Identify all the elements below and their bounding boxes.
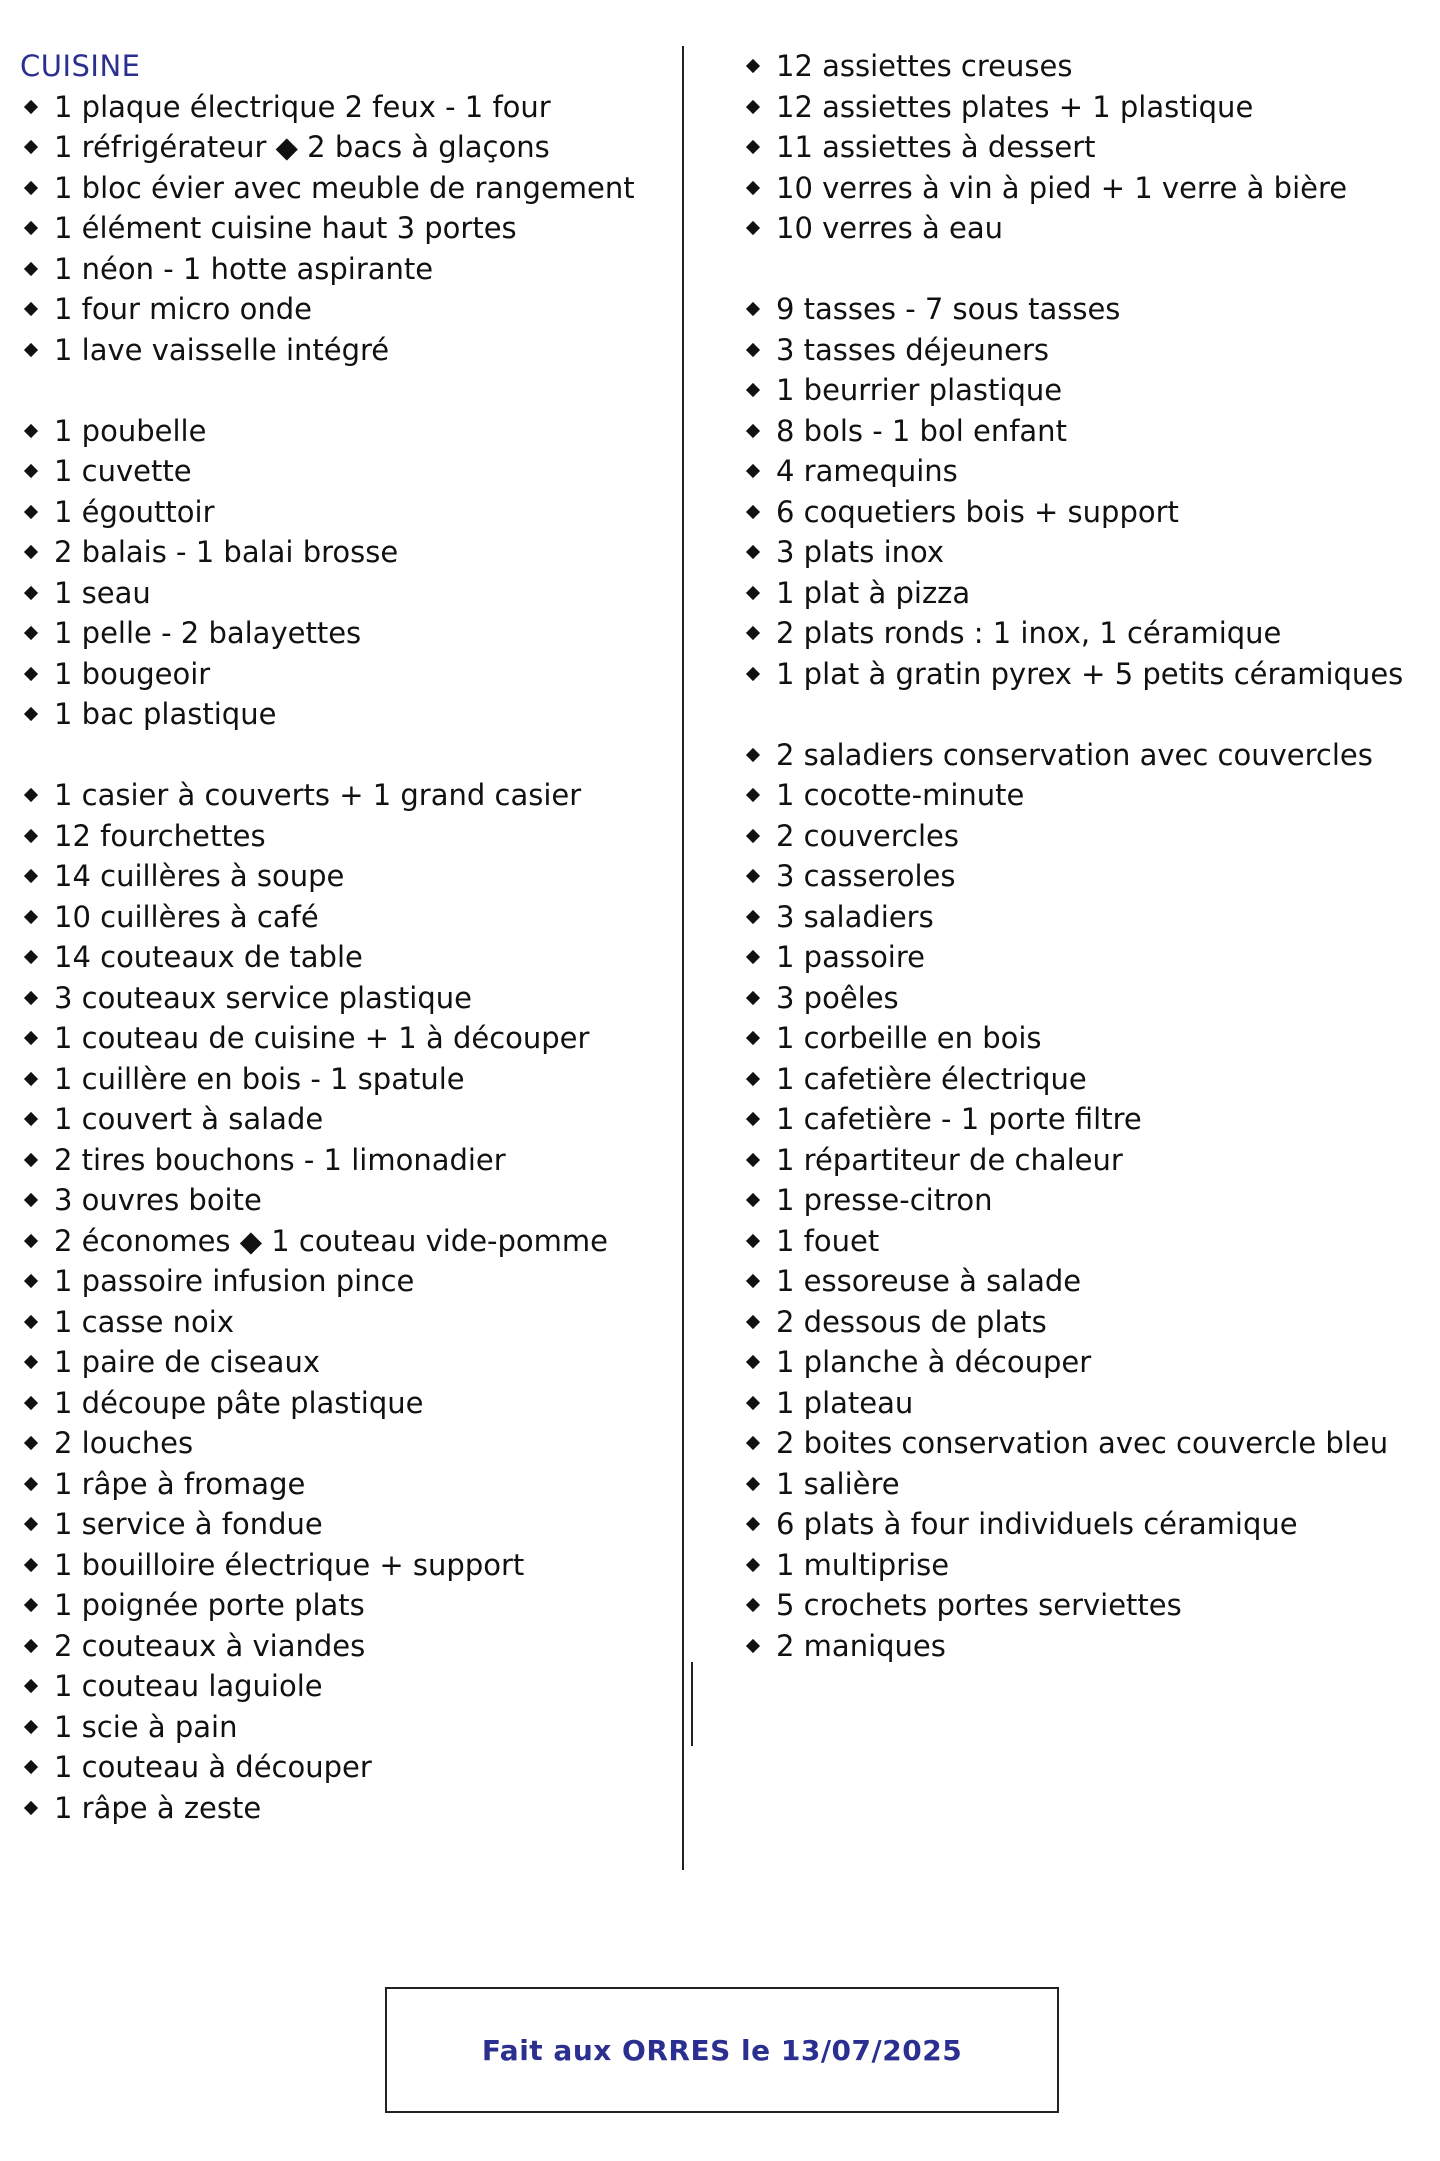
- diamond-bullet-icon: [746, 1153, 760, 1167]
- list-item: [742, 735, 1422, 776]
- diamond-bullet-icon: [746, 343, 760, 357]
- list-item-text: 1 pelle - 2 balayettes: [54, 616, 362, 650]
- list-item: [742, 1504, 1422, 1545]
- diamond-bullet-icon: [746, 545, 760, 559]
- list-item-text: 4 ramequins: [776, 454, 958, 488]
- spacer: [20, 735, 670, 776]
- right-item-list: [742, 46, 1422, 1666]
- list-item-text: 2 économes ◆ 1 couteau vide-pomme: [54, 1223, 609, 1258]
- list-item-text: 12 fourchettes: [54, 818, 266, 853]
- list-item-text: 12 assiettes creuses: [776, 49, 1073, 83]
- list-item: [742, 87, 1422, 128]
- diamond-bullet-icon: [24, 1760, 38, 1774]
- list-item-text: 1 corbeille en bois: [776, 1021, 1042, 1055]
- list-item: [20, 694, 670, 735]
- diamond-bullet-icon: [746, 910, 760, 924]
- list-item-text: 1 planche à découper: [776, 1345, 1092, 1379]
- list-item: [742, 978, 1422, 1019]
- list-item: [20, 1140, 670, 1181]
- list-item-text: 14 cuillères à soupe: [54, 859, 345, 893]
- list-item-text: 1 multiprise: [776, 1547, 950, 1582]
- list-item: [742, 1261, 1422, 1302]
- list-item-text: 1 passoire: [776, 940, 925, 974]
- list-item: [20, 168, 670, 209]
- list-item: [742, 1140, 1422, 1181]
- diamond-bullet-icon: [746, 991, 760, 1005]
- list-item-text: 1 râpe à fromage: [54, 1466, 306, 1501]
- list-item: [742, 492, 1422, 533]
- diamond-bullet-icon: [24, 950, 38, 964]
- list-item: [742, 411, 1422, 452]
- list-item-text: 14 couteaux de table: [54, 940, 363, 974]
- list-item: [20, 1018, 670, 1059]
- diamond-bullet-icon: [24, 1396, 38, 1410]
- list-item: [742, 1423, 1422, 1464]
- diamond-bullet-icon: [24, 1274, 38, 1288]
- list-item-text: 1 répartiteur de chaleur: [776, 1142, 1123, 1177]
- list-item: [20, 492, 670, 533]
- list-item: [20, 937, 670, 978]
- diamond-bullet-icon: [24, 464, 38, 478]
- diamond-bullet-icon: [746, 667, 760, 681]
- diamond-bullet-icon: [746, 302, 760, 316]
- diamond-bullet-icon: [746, 1517, 760, 1531]
- list-item-text: 1 poignée porte plats: [54, 1588, 365, 1622]
- list-item-text: 6 plats à four individuels céramique: [776, 1507, 1298, 1541]
- right-column: [742, 46, 1422, 1666]
- diamond-bullet-icon: [24, 262, 38, 276]
- diamond-bullet-icon: [24, 302, 38, 316]
- diamond-bullet-icon: [24, 1801, 38, 1815]
- list-item-text: 3 couteaux service plastique: [54, 980, 472, 1015]
- list-item-text: 10 verres à vin à pied + 1 verre à bière: [776, 170, 1348, 205]
- list-item-text: 1 service à fondue: [54, 1507, 323, 1541]
- diamond-bullet-icon: [746, 505, 760, 519]
- list-item-text: 2 tires bouchons - 1 limonadier: [54, 1142, 506, 1177]
- list-item: [20, 1464, 670, 1505]
- diamond-bullet-icon: [24, 788, 38, 802]
- diamond-bullet-icon: [24, 1639, 38, 1653]
- list-item-text: 1 couteau à découper: [54, 1750, 372, 1784]
- list-item: [20, 1423, 670, 1464]
- list-item-text: 10 verres à eau: [776, 211, 1003, 245]
- diamond-bullet-icon: [746, 829, 760, 843]
- list-item-text: 1 plat à pizza: [776, 575, 971, 610]
- list-item-text: 1 plaque électrique 2 feux - 1 four: [54, 89, 551, 124]
- diamond-bullet-icon: [746, 1355, 760, 1369]
- list-item: [20, 775, 670, 816]
- diamond-bullet-icon: [24, 1193, 38, 1207]
- diamond-bullet-icon: [746, 383, 760, 397]
- diamond-bullet-icon: [24, 1072, 38, 1086]
- diamond-bullet-icon: [24, 707, 38, 721]
- diamond-bullet-icon: [24, 1031, 38, 1045]
- diamond-bullet-icon: [24, 1477, 38, 1491]
- list-item: [20, 1626, 670, 1667]
- list-item-text: 2 saladiers conservation avec couvercles: [776, 737, 1373, 772]
- list-item: [742, 654, 1422, 695]
- list-item-text: 2 balais - 1 balai brosse: [54, 535, 399, 569]
- list-item: [20, 87, 670, 128]
- list-item-text: 1 découpe pâte plastique: [54, 1385, 424, 1420]
- diamond-bullet-icon: [746, 1477, 760, 1491]
- list-item-text: 1 cafetière électrique: [776, 1061, 1087, 1096]
- list-item-text: 1 cocotte-minute: [776, 778, 1025, 812]
- list-item-text: 5 crochets portes serviettes: [776, 1588, 1182, 1622]
- diamond-bullet-icon: [746, 1072, 760, 1086]
- list-item: [20, 1261, 670, 1302]
- diamond-bullet-icon: [746, 1598, 760, 1612]
- list-item-text: 2 louches: [54, 1426, 194, 1460]
- diamond-bullet-icon: [746, 1315, 760, 1329]
- diamond-bullet-icon: [24, 1720, 38, 1734]
- list-item: [742, 816, 1422, 857]
- diamond-bullet-icon: [746, 788, 760, 802]
- list-item-text: 2 maniques: [776, 1628, 946, 1663]
- list-item-text: 1 plat à gratin pyrex + 5 petits céramiques: [776, 656, 1404, 691]
- list-item: [20, 127, 670, 168]
- list-item-text: 2 couteaux à viandes: [54, 1628, 366, 1663]
- diamond-bullet-icon: [24, 1558, 38, 1572]
- list-item-text: 1 couteau laguiole: [54, 1669, 323, 1703]
- diamond-bullet-icon: [746, 1234, 760, 1248]
- diamond-bullet-icon: [746, 1112, 760, 1126]
- column-divider: [682, 46, 684, 1870]
- list-item: [742, 1383, 1422, 1424]
- list-item: [20, 1666, 670, 1707]
- list-item: [20, 411, 670, 452]
- list-item: [742, 1585, 1422, 1626]
- list-item-text: 1 four micro onde: [54, 292, 313, 326]
- list-item: [742, 208, 1422, 249]
- diamond-bullet-icon: [24, 545, 38, 559]
- list-item: [20, 1585, 670, 1626]
- column-divider-short: [691, 1662, 693, 1746]
- diamond-bullet-icon: [746, 1639, 760, 1653]
- list-item: [20, 1302, 670, 1343]
- list-item: [20, 1788, 670, 1829]
- diamond-bullet-icon: [746, 748, 760, 762]
- diamond-bullet-icon: [746, 464, 760, 478]
- list-item-text: 1 râpe à zeste: [54, 1790, 262, 1825]
- diamond-bullet-icon: [746, 100, 760, 114]
- list-item: [20, 1383, 670, 1424]
- list-item: [20, 532, 670, 573]
- list-item-text: 12 assiettes plates + 1 plastique: [776, 89, 1254, 124]
- diamond-bullet-icon: [746, 1031, 760, 1045]
- list-item-text: 3 casseroles: [776, 859, 956, 893]
- diamond-bullet-icon: [746, 1396, 760, 1410]
- list-item-text: 1 cuillère en bois - 1 spatule: [54, 1061, 465, 1096]
- left-item-list: [20, 87, 670, 1829]
- list-item: [20, 613, 670, 654]
- list-item-text: 1 beurrier plastique: [776, 373, 1063, 407]
- list-item-text: 1 bougeoir: [54, 656, 211, 691]
- diamond-bullet-icon: [24, 1679, 38, 1693]
- list-item-text: 1 casier à couverts + 1 grand casier: [54, 778, 582, 812]
- diamond-bullet-icon: [24, 1234, 38, 1248]
- list-item: [742, 897, 1422, 938]
- diamond-bullet-icon: [24, 1436, 38, 1450]
- list-item-text: 2 dessous de plats: [776, 1304, 1047, 1339]
- list-item: [20, 1342, 670, 1383]
- list-item: [742, 289, 1422, 330]
- list-item: [20, 1099, 670, 1140]
- list-item-text: 2 boites conservation avec couvercle bleu: [776, 1426, 1389, 1460]
- diamond-bullet-icon: [24, 869, 38, 883]
- list-item: [20, 1221, 670, 1262]
- diamond-bullet-icon: [24, 424, 38, 438]
- diamond-bullet-icon: [746, 59, 760, 73]
- diamond-bullet-icon: [24, 1355, 38, 1369]
- list-item: [742, 1221, 1422, 1262]
- diamond-bullet-icon: [24, 1517, 38, 1531]
- list-item: [20, 1180, 670, 1221]
- list-item-text: 1 salière: [776, 1466, 900, 1501]
- list-item-text: 3 plats inox: [776, 535, 945, 569]
- diamond-bullet-icon: [746, 181, 760, 195]
- footer-signature: Fait aux ORRES le 13/07/2025: [481, 2033, 963, 2067]
- list-item: [742, 1099, 1422, 1140]
- list-item: [20, 978, 670, 1019]
- list-item: [20, 573, 670, 614]
- list-item: [20, 1504, 670, 1545]
- list-item: [742, 451, 1422, 492]
- footer-box: [385, 1987, 1059, 2113]
- list-item: [20, 1747, 670, 1788]
- diamond-bullet-icon: [746, 1436, 760, 1450]
- diamond-bullet-icon: [24, 1112, 38, 1126]
- list-item-text: 1 bac plastique: [54, 697, 277, 731]
- diamond-bullet-icon: [746, 140, 760, 154]
- diamond-bullet-icon: [746, 869, 760, 883]
- list-item-text: 1 élément cuisine haut 3 portes: [54, 211, 517, 245]
- list-item: [742, 613, 1422, 654]
- list-item-text: 6 coquetiers bois + support: [776, 494, 1179, 529]
- diamond-bullet-icon: [24, 829, 38, 843]
- diamond-bullet-icon: [24, 910, 38, 924]
- diamond-bullet-icon: [24, 343, 38, 357]
- list-item-text: 1 passoire infusion pince: [54, 1264, 415, 1298]
- diamond-bullet-icon: [24, 505, 38, 519]
- list-item: [742, 856, 1422, 897]
- diamond-bullet-icon: [746, 626, 760, 640]
- list-item: [20, 249, 670, 290]
- list-item-text: 1 seau: [54, 575, 151, 610]
- section-title: CUISINE: [20, 49, 141, 83]
- list-item: [20, 816, 670, 857]
- list-item-text: 1 paire de ciseaux: [54, 1345, 320, 1379]
- diamond-bullet-icon: [746, 1193, 760, 1207]
- list-item: [742, 775, 1422, 816]
- list-item: [20, 330, 670, 371]
- list-item: [742, 1059, 1422, 1100]
- list-item-text: 1 essoreuse à salade: [776, 1264, 1082, 1298]
- list-item: [20, 451, 670, 492]
- diamond-bullet-icon: [24, 221, 38, 235]
- list-item-text: 11 assiettes à dessert: [776, 130, 1096, 164]
- list-item: [742, 1626, 1422, 1667]
- list-item: [742, 1464, 1422, 1505]
- spacer: [20, 370, 670, 411]
- list-item: [742, 1342, 1422, 1383]
- list-item-text: 3 saladiers: [776, 899, 934, 934]
- list-item-text: 1 bloc évier avec meuble de rangement: [54, 170, 635, 205]
- list-item-text: 1 plateau: [776, 1385, 914, 1420]
- diamond-bullet-icon: [24, 100, 38, 114]
- diamond-bullet-icon: [24, 140, 38, 154]
- spacer: [742, 694, 1422, 735]
- list-item: [742, 1018, 1422, 1059]
- list-item-text: 8 bols - 1 bol enfant: [776, 413, 1067, 448]
- list-item-text: 1 cafetière - 1 porte filtre: [776, 1102, 1142, 1136]
- list-item: [742, 127, 1422, 168]
- list-item-text: 1 couvert à salade: [54, 1102, 324, 1136]
- diamond-bullet-icon: [24, 181, 38, 195]
- list-item-text: 1 bouilloire électrique + support: [54, 1547, 525, 1582]
- diamond-bullet-icon: [24, 586, 38, 600]
- list-item: [742, 1302, 1422, 1343]
- list-item-text: 10 cuillères à café: [54, 899, 319, 934]
- list-item-text: 1 réfrigérateur ◆ 2 bacs à glaçons: [54, 130, 550, 164]
- diamond-bullet-icon: [24, 1315, 38, 1329]
- list-item-text: 1 égouttoir: [54, 494, 215, 529]
- list-item-text: 3 poêles: [776, 980, 899, 1015]
- diamond-bullet-icon: [746, 586, 760, 600]
- diamond-bullet-icon: [746, 950, 760, 964]
- list-item-text: 2 couvercles: [776, 818, 959, 853]
- list-item-text: 1 couteau de cuisine + 1 à découper: [54, 1021, 590, 1055]
- list-item: [20, 1545, 670, 1586]
- diamond-bullet-icon: [24, 1153, 38, 1167]
- list-item: [20, 856, 670, 897]
- diamond-bullet-icon: [746, 424, 760, 438]
- list-item-text: 1 néon - 1 hotte aspirante: [54, 251, 434, 286]
- list-item: [20, 654, 670, 695]
- diamond-bullet-icon: [746, 221, 760, 235]
- list-item: [742, 937, 1422, 978]
- list-item-text: 1 cuvette: [54, 454, 192, 488]
- list-item: [20, 1059, 670, 1100]
- list-item: [20, 289, 670, 330]
- list-item: [20, 1707, 670, 1748]
- list-item-text: 1 fouet: [776, 1223, 880, 1258]
- list-item: [742, 370, 1422, 411]
- spacer: [742, 249, 1422, 290]
- diamond-bullet-icon: [746, 1558, 760, 1572]
- list-item-text: 1 scie à pain: [54, 1709, 238, 1744]
- diamond-bullet-icon: [24, 667, 38, 681]
- list-item-text: 2 plats ronds : 1 inox, 1 céramique: [776, 616, 1282, 650]
- list-item-text: 1 lave vaisselle intégré: [54, 332, 390, 367]
- list-item: [742, 573, 1422, 614]
- diamond-bullet-icon: [24, 1598, 38, 1612]
- list-item: [742, 1180, 1422, 1221]
- list-item-text: 3 ouvres boite: [54, 1183, 262, 1217]
- diamond-bullet-icon: [24, 991, 38, 1005]
- list-item-text: 9 tasses - 7 sous tasses: [776, 292, 1121, 326]
- list-item: [20, 208, 670, 249]
- list-item: [742, 330, 1422, 371]
- list-item: [742, 1545, 1422, 1586]
- list-item: [20, 897, 670, 938]
- list-item-text: 1 poubelle: [54, 413, 207, 448]
- list-item-text: 1 presse-citron: [776, 1183, 993, 1217]
- left-column: [20, 46, 670, 1828]
- list-item: [742, 532, 1422, 573]
- diamond-bullet-icon: [746, 1274, 760, 1288]
- list-item-text: 3 tasses déjeuners: [776, 332, 1049, 367]
- list-item-text: 1 casse noix: [54, 1304, 235, 1339]
- diamond-bullet-icon: [24, 626, 38, 640]
- list-item: [742, 168, 1422, 209]
- list-item: [742, 46, 1422, 87]
